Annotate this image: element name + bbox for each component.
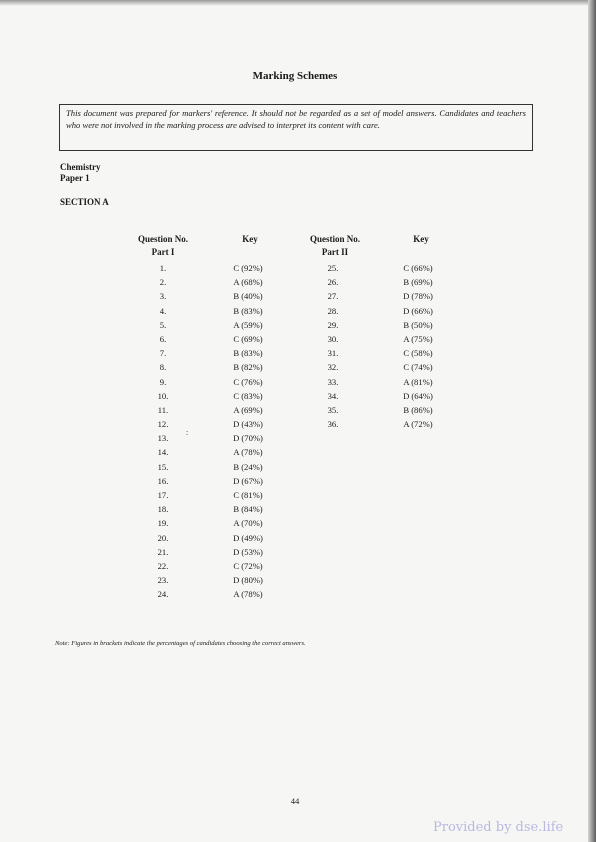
question-number: 2. — [159, 277, 167, 288]
answer-key: A (72%) — [403, 419, 433, 430]
scan-edge-right — [588, 0, 596, 842]
answer-key: C (76%) — [233, 376, 263, 387]
answer-key: A (59%) — [233, 319, 263, 330]
question-number: 22. — [157, 560, 169, 571]
answer-key: A (78%) — [233, 447, 263, 458]
answer-key: B (83%) — [233, 305, 263, 316]
question-number: 12. — [157, 419, 169, 430]
answer-key: D (67%) — [233, 475, 263, 486]
question-number: 15. — [157, 461, 169, 472]
answer-key: A (75%) — [403, 333, 433, 344]
question-number: 33. — [327, 376, 339, 387]
question-number: 24. — [157, 589, 169, 600]
part2-question-column — [313, 261, 353, 431]
question-number: 7. — [159, 348, 167, 359]
question-number: 1. — [159, 263, 167, 273]
footnote: Note: Figures in brackets indicate the percentages of candidates choosing the correct answers. — [55, 640, 306, 647]
question-number: 6. — [159, 333, 167, 344]
answer-key: B (24%) — [233, 461, 263, 472]
answer-key: D (80%) — [233, 575, 263, 586]
answer-key: C (92%) — [233, 263, 263, 273]
answer-key: A (68%) — [233, 277, 263, 288]
answer-key: B (82%) — [233, 362, 263, 373]
answer-key: D (66%) — [403, 305, 433, 316]
question-number: 30. — [327, 333, 339, 344]
question-number: 11. — [157, 404, 169, 415]
answer-key: B (40%) — [233, 291, 263, 302]
question-number: 19. — [157, 518, 169, 529]
scan-speck: : — [186, 428, 189, 437]
part1-key-header: Key — [242, 234, 258, 244]
answer-key: B (50%) — [403, 319, 433, 330]
question-number: 17. — [157, 490, 169, 500]
answer-key: C (58%) — [403, 348, 433, 359]
question-number: 13. — [157, 433, 169, 444]
question-number: 32. — [327, 362, 339, 373]
question-number: 35. — [327, 404, 339, 415]
question-number: 4. — [159, 305, 167, 316]
watermark-text: Provided by dse.life — [433, 820, 564, 835]
question-number: 21. — [157, 546, 169, 557]
part1-label: Part I — [151, 247, 175, 257]
section-heading: SECTION A — [60, 197, 109, 207]
question-number: 3. — [159, 291, 167, 302]
question-number: 16. — [157, 475, 169, 486]
answer-key: C (66%) — [403, 263, 433, 273]
question-number: 29. — [327, 319, 339, 330]
question-number: 10. — [157, 390, 169, 401]
answer-key: B (86%) — [403, 404, 433, 415]
question-number: 36. — [327, 419, 339, 430]
answer-key: C (83%) — [233, 390, 263, 401]
answer-key: A (78%) — [233, 589, 263, 600]
question-number: 26. — [327, 277, 339, 288]
scan-edge-top — [0, 0, 596, 6]
answer-key: B (83%) — [233, 348, 263, 359]
question-number: 14. — [157, 447, 169, 458]
question-number: 27. — [327, 291, 339, 302]
part2-label: Part II — [321, 247, 349, 257]
answer-key: B (69%) — [403, 277, 433, 288]
answer-key: C (74%) — [403, 362, 433, 373]
part2-key-column — [388, 261, 448, 431]
answer-key: D (78%) — [403, 291, 433, 302]
answer-key: C (69%) — [233, 333, 263, 344]
answer-key: B (84%) — [233, 504, 263, 515]
question-number: 34. — [327, 390, 339, 401]
question-number: 25. — [327, 263, 339, 273]
question-no-label: Question No. — [309, 234, 360, 244]
answer-key: C (81%) — [233, 490, 263, 500]
subject-block — [60, 162, 101, 184]
question-number: 20. — [157, 532, 169, 543]
part1-question-column — [143, 261, 183, 602]
answer-key: A (70%) — [233, 518, 263, 529]
answer-key: D (49%) — [233, 532, 263, 543]
page-title: Marking Schemes — [252, 70, 338, 82]
answer-key: D (70%) — [233, 433, 263, 444]
part1-question-header — [128, 233, 198, 259]
part1-key-column — [218, 261, 278, 602]
question-number: 8. — [159, 362, 167, 373]
subject-name: Chemistry — [60, 162, 101, 172]
page-number: 44 — [290, 796, 300, 806]
part2-question-header — [300, 233, 370, 259]
question-number: 9. — [159, 376, 167, 387]
answer-key: D (64%) — [403, 390, 433, 401]
paper-name: Paper 1 — [60, 173, 90, 183]
question-number: 31. — [327, 348, 339, 359]
answer-key: D (43%) — [233, 419, 263, 430]
question-number: 18. — [157, 504, 169, 515]
part2-key-header: Key — [413, 234, 429, 244]
question-number: 23. — [157, 575, 169, 586]
answer-key: A (69%) — [233, 404, 263, 415]
answer-key: A (81%) — [403, 376, 433, 387]
question-no-label: Question No. — [137, 234, 188, 244]
notice-box: This document was prepared for markers' reference. It should not be regarded as a set of model answers. Candidates and teachers who were not involved in the marking process are advised to interpret its content with care. — [59, 104, 533, 151]
answer-key: C (72%) — [233, 560, 263, 571]
answer-key: D (53%) — [233, 546, 263, 557]
question-number: 5. — [159, 319, 167, 330]
question-number: 28. — [327, 305, 339, 316]
